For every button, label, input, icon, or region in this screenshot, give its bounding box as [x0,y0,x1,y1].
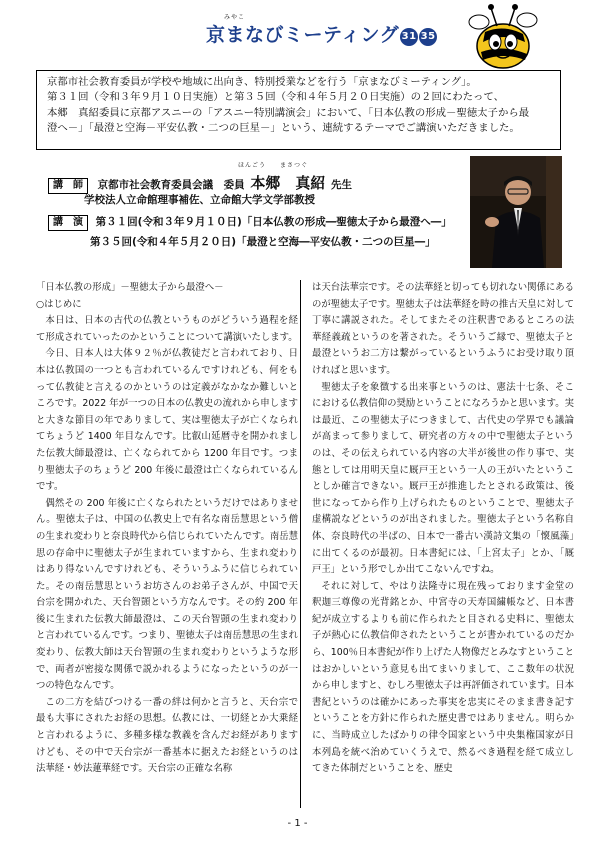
lecturer-name-ruby: ほんごう まさつぐ [238,162,309,169]
article-paragraph: は天台法華宗です。その法華経と切っても切れない関係にあるのが聖徳太子です。聖徳太子は法華経を時の推古天皇に対して丁寧に講説された。そしてまたその注釈書であるところの法華経義疏というのを著された。そういうご縁で、聖徳太子と最澄というお二方は繋がっているというふうにお受け取り頂ければと思います。 [312,282,574,376]
issue-number-badge: 31 [400,28,418,46]
lecture-title-2: 第３５回(令和４年５月２０日)「最澄と空海―平安仏教・二つの巨星―」 [90,236,436,248]
article-paragraph: 今日、日本人は大体９２％が仏教徒だと言われており、日本は仏教国の一つとも言われているんですけれども、何をもって仏教徒と言えるのかというのは定義がなかなか難しいところです。2022 年が一つの日本の仏教史の流れから申しますと大きな節目の年でありまして、実は聖徳太子が亡くなられてちょうど 1400 年目なんです。比叡山延暦寺を開かれました伝教大師最澄は、亡くなられてから 1200 年目です。つまり聖徳太子のちょうど 200 年後に最澄は亡くなられているんです。 [36,348,298,493]
article-paragraph: 本日は、日本の古代の仏教というものがどういう過程を経て形成されていったのかということについて講演いたします。 [36,315,298,343]
title-ruby: みやこ [224,14,246,21]
lecture-label: 講 演 [48,215,88,231]
article-paragraph: 「日本仏教の形成」－聖徳太子から最澄へ－ [36,282,224,293]
article-column-right [312,280,574,778]
bee-mascot-icon [455,2,539,72]
intro-line: 第３１回（令和３年９月１０日実施）と第３５回（令和４年５月２０日実施）の２回にわたって、 [47,91,504,104]
lecturer-name: 本郷 真紹 [250,174,326,192]
intro-box [36,70,561,150]
header [0,0,595,72]
page-title [206,20,437,47]
intro-line: 京都市社会教育委員が学校や地域に出向き、特別授業などを行う「京まなびミーティング」。 [47,76,477,88]
lecture-title-1: 第３１回(令和３年９月１０日)「日本仏教の形成―聖徳太子から最澄へ―」 [95,216,452,228]
lecturer-row [48,172,352,194]
title-text: 京まなびミーティング [206,24,400,46]
article-paragraph: ○はじめに [36,298,82,310]
lecturer-affiliation: 学校法人立命館理事補佐、立命館大学文学部教授 [84,194,315,206]
article-column-left [36,280,298,778]
lecture-row [48,214,452,231]
article-paragraph: それに対して、やはり法隆寺に現在残っております金堂の釈迦三尊像の光背銘とか、中宮寺の天寿国繍帳など、日本書紀が成立するよりも前に作られたと目される史料に、聖徳太子が熱心に仏教信仰されたということが書かれているのだから、100％日本書紀が作り上げた人物像だとみなすということはおかしいという意見も出てまいりまして、ここ数年の状況から申しますと、むしろ聖徳太子は再評価されています。日本書紀というのは確かにあった事実を忠実にそのまま書き記すということを方針に作られた歴史書ではありません。明らかに、当時成立したばかりの律令国家という中央集権国家が日本列島を統べ治めていくうえで、然るべき過程を経て成立してきた体制だということを、歴史 [312,580,574,775]
lecturer-photo [470,156,562,268]
lecturer-label: 講 師 [48,178,88,194]
intro-line: 本郷 真紹委員に京都アスニーの「アスニー特別講演会」において、「日本仏教の形成－聖徳太子から最 [47,106,530,119]
article-paragraph: この二方を結びつける一番の絆は何かと言うと、天台宗で最も大事にされたお経の思想。仏教には、一切経とか大乗経と言われるように、多種多様な教義を含んだお経がありますけども、その中で天台宗が一番基本に据えたお経というのは法華経・妙法蓮華経です。天台宗の正確な名称 [36,696,298,775]
article-paragraph: 偶然その 200 年後に亡くなられたというだけではありません。聖徳太子は、中国の仏教史上で有名な南岳慧思という僧の生まれ変わりと奈良時代から信じられていたんです。南岳慧思の存命中に聖徳太子が生まれていますから、生まれ変わりはあり得ないんですけれども、そういうふうに信じられていた。その南岳慧思というお坊さんのお弟子さんが、中国で天台宗を開かれた、天台智顗という方なんです。その約 200 年後に生まれた伝教大師最澄は、この天台智顗の生まれ変わりと言われているんです。つまり、聖徳太子は南岳慧思の生まれ変わり、伝教大師は天台智顗の生まれ変わりというような形で、両者が密接な関係で説かれるようになったというのが一つの特色なんです。 [36,497,298,692]
intro-line: 澄へ－」「最澄と空海－平安仏教・二つの巨星－」という、連続するテーマでご講演いただきました。 [47,121,520,134]
column-divider [300,280,301,808]
lecturer-org: 京都市社会教育委員会議 委員 [97,179,245,191]
page-number: - 1 - [287,818,308,829]
lecturer-honorific: 先生 [330,179,352,191]
article-paragraph: 聖徳太子を象徴する出来事というのは、憲法十七条、そこにおける仏教信仰の奨励ということになろうかと思います。実は最近、この聖徳太子につきまして、古代史の学界でも議論が高まって参りまして、研究者の方々の中で聖徳太子というのは、その伝えられている内容の大半が後世の作り事で、実態としては用明天皇に厩戸王という一人の王がいたということしか確言できない。厩戸王が推進したとされる政策は、後世になってから作り上げられたものということで、聖徳太子虚構説などというのが出されました。聖徳太子という名称自体、奈良時代の半ばの、日本で一番古い漢詩文集の「懐風藻」に出てくるのが最初。日本書紀には、「上宮太子」とか、「厩戸王」という形でしか出てこないんですね。 [312,381,574,576]
issue-number-badge: 35 [419,28,437,46]
